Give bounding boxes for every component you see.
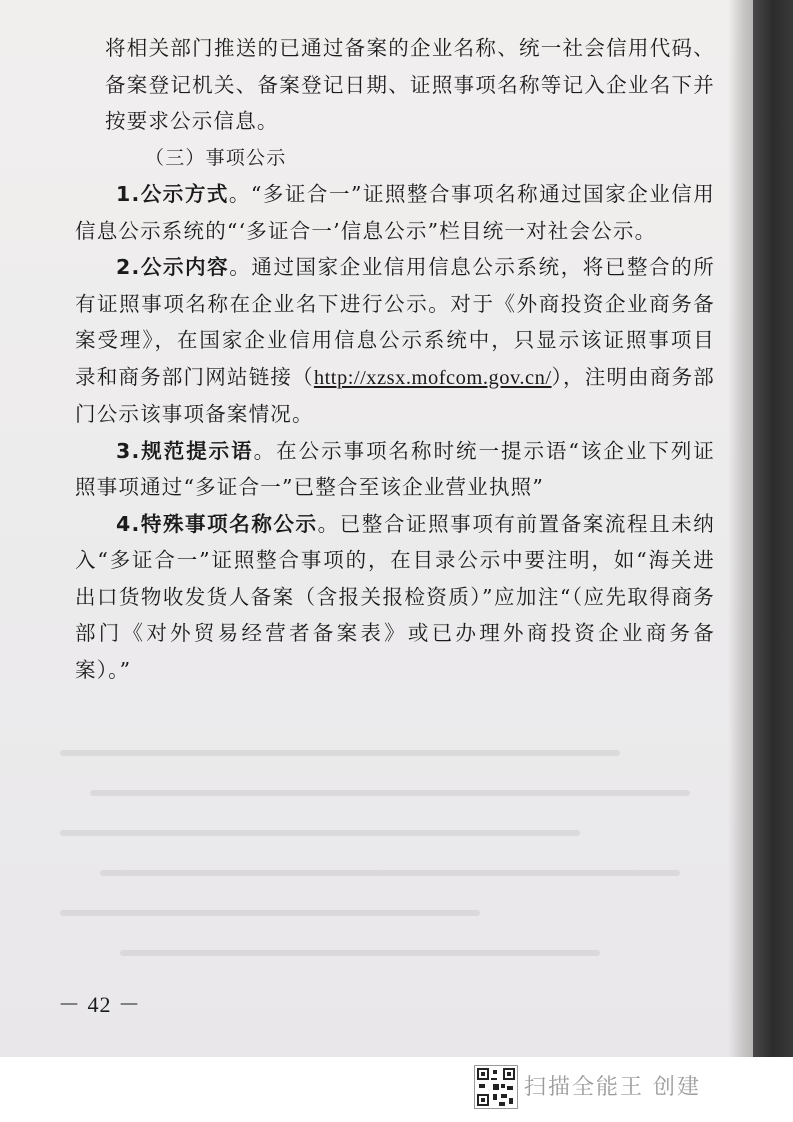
bleed-through-text bbox=[60, 740, 700, 980]
scanner-background-strip bbox=[753, 0, 793, 1057]
document-body bbox=[75, 30, 715, 688]
item-4-paragraph bbox=[75, 506, 715, 689]
item-2-number: 2. bbox=[116, 255, 141, 279]
item-4-number: 4. bbox=[116, 511, 141, 536]
item-2-paragraph bbox=[75, 249, 715, 433]
qr-code-icon bbox=[474, 1065, 518, 1109]
item-1-title: 公示方式 bbox=[140, 182, 229, 206]
item-2-body-end: ），注明由商务部门公示该事项备案情况。 bbox=[75, 364, 715, 426]
item-4-body: 。已整合证照事项有前置备案流程且未纳入“多证合一”证照整合事项的，在目录公示中要注明，如“海关进出口货物收发货人备案（含报关报检资质）”应加注“（应先取得商务部门《对外贸易经营者备案表》或已办理外商投资企业商务备案）。” bbox=[75, 511, 715, 682]
item-3-number: 3. bbox=[116, 438, 141, 463]
item-1-paragraph bbox=[75, 176, 715, 249]
page-shadow-edge bbox=[728, 0, 753, 1057]
item-3-paragraph bbox=[75, 433, 715, 506]
mofcom-url-link: http://xzsx.mofcom.gov.cn/ bbox=[313, 366, 552, 389]
page-number: － 42 － bbox=[58, 992, 142, 1017]
item-3-title: 规范提示语 bbox=[140, 438, 254, 463]
section-heading: （三）事项公示 bbox=[145, 146, 287, 169]
item-3-body: 。在公示事项名称时统一提示语“该企业下列证照事项通过“多证合一”已整合至该企业营业执照” bbox=[75, 438, 715, 499]
scanner-watermark-text: 扫描全能王 创建 bbox=[524, 1075, 701, 1100]
item-1-body: 。“多证合一”证照整合事项名称通过国家企业信用信息公示系统的“‘多证合一’信息公示”栏目统一对社会公示。 bbox=[75, 182, 715, 243]
intro-paragraph: 将相关部门推送的已通过备案的企业名称、统一社会信用代码、备案登记机关、备案登记日期、证照事项名称等记入企业名下并按要求公示信息。 bbox=[105, 36, 715, 133]
item-2-body-start: 。通过国家企业信用信息公示系统，将已整合的所有证照事项名称在企业名下进行公示。对于《外商投资企业商务备案受理》，在国家企业信用信息公示系统中，只显示该证照事项目录和商务部门网站链接（ bbox=[75, 255, 715, 389]
item-2-title: 公示内容 bbox=[140, 255, 230, 279]
item-1-number: 1. bbox=[116, 182, 141, 206]
item-4-title: 特殊事项名称公示 bbox=[140, 511, 318, 536]
